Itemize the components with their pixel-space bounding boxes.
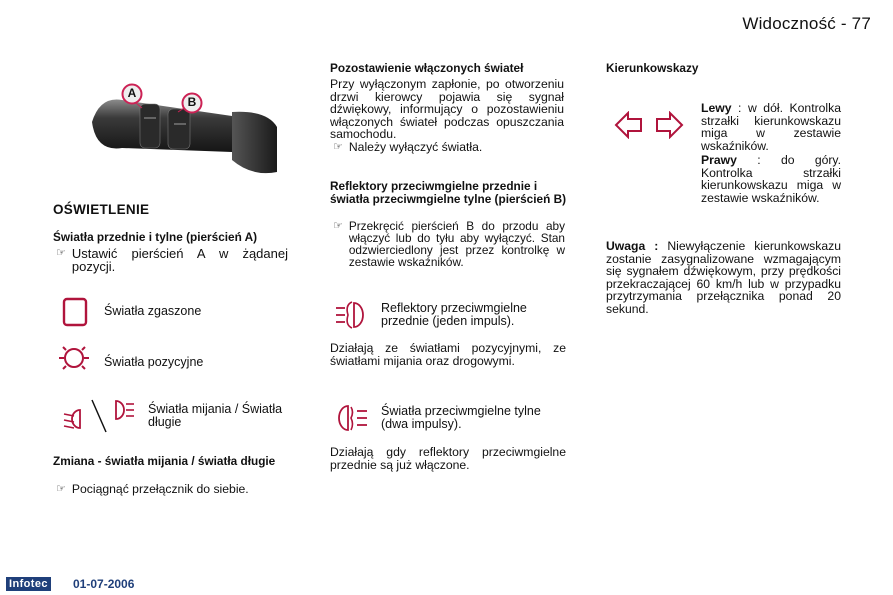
position-lights-icon: [56, 343, 92, 375]
right-arrow-icon: [654, 111, 684, 139]
lights-off-icon: [60, 297, 90, 327]
left-on-text: Przy wyłączonym zapłonie, po otworzeniu drzwi kierowcy pojawia się sygnał dźwiękowy, informujący o pozostawieniu włączonych świateł podczas opuszczania samochodu.: [330, 77, 564, 141]
ring-a-label: A: [127, 86, 137, 100]
left-indicator-label: Lewy: [701, 101, 732, 115]
pointer-icon: ☞: [333, 220, 343, 232]
front-fog-icon: [334, 300, 370, 330]
fog-heading: Reflektory przeciwmgielne przednie i światła przeciwmgielne tylne (pierścień B): [330, 179, 567, 206]
left-on-heading: Pozostawienie włączonych świateł: [330, 61, 524, 75]
switch-bullet: ☞ Pociągnąć przełącznik do siebie.: [56, 482, 249, 496]
infotec-logo: Infotec: [6, 577, 51, 591]
section-title: OŚWIETLENIE: [53, 202, 150, 217]
note-label: Uwaga :: [606, 239, 659, 253]
footer-date: 01-07-2006: [73, 577, 135, 591]
ring-b-label: B: [187, 95, 197, 109]
front-fog-text: Działają ze światłami pozycyjnymi, ze światłami mijania oraz drogowymi.: [330, 341, 566, 368]
dipped-main-beam-label: Światła mijania / Światła długie: [148, 402, 283, 429]
fog-bullet: ☞ Przekręcić pierścień B do przodu aby włączyć lub do tyłu aby wyłączyć. Stan odzwierciedlony jest przez kontrolkę w zestawie wskaźników.: [333, 219, 565, 269]
rear-fog-label: Światła przeciwmgielne tylne (dwa impulsy).: [381, 404, 541, 431]
pointer-icon: ☞: [56, 247, 66, 259]
pointer-icon: ☞: [333, 141, 343, 153]
note-text: Niewyłączenie kierunkowskazu zostanie zasygnalizowane wzmagającym się sygnałem dźwiękowym, przy prędkości przekraczającej 60 km/h lub w przypadku przytrzymania przełącznika ponad 20 sekund.: [606, 239, 841, 316]
pointer-icon: ☞: [56, 483, 66, 495]
left-indicator-text: [701, 102, 841, 152]
front-rear-bullet: ☞ Ustawić pierścień A w żądanej pozycji.: [56, 246, 288, 274]
left-arrow-icon: [614, 111, 644, 139]
right-indicator-label: Prawy: [701, 153, 737, 167]
rear-fog-icon: [334, 404, 370, 432]
left-on-bullet: ☞ Należy wyłączyć światła.: [333, 140, 483, 154]
right-indicator-desc: : do góry. Kontrolka strzałki kierunkowskazu miga w zestawie wskaźników.: [701, 153, 842, 205]
front-fog-label: Reflektory przeciwmgielne przednie (jeden impuls).: [381, 301, 527, 328]
switch-heading: Zmiana - światła mijania / światła długie: [53, 454, 276, 468]
indicators-heading: Kierunkowskazy: [606, 61, 699, 75]
indicator-note: [606, 240, 841, 315]
right-indicator-text: [701, 154, 841, 204]
front-rear-heading: Światła przednie i tylne (pierścień A): [53, 230, 258, 244]
page-title: Widoczność - 77: [742, 14, 871, 33]
left-indicator-desc: : w dół. Kontrolka strzałki kierunkowskazu miga w zestawie wskaźników.: [701, 101, 841, 153]
rear-fog-text: Działają gdy reflektory przeciwmgielne przednie są już włączone.: [330, 445, 566, 472]
lights-off-label: Światła zgaszone: [104, 304, 202, 318]
dipped-main-beam-icon: [60, 398, 136, 434]
position-lights-label: Światła pozycyjne: [104, 355, 204, 369]
